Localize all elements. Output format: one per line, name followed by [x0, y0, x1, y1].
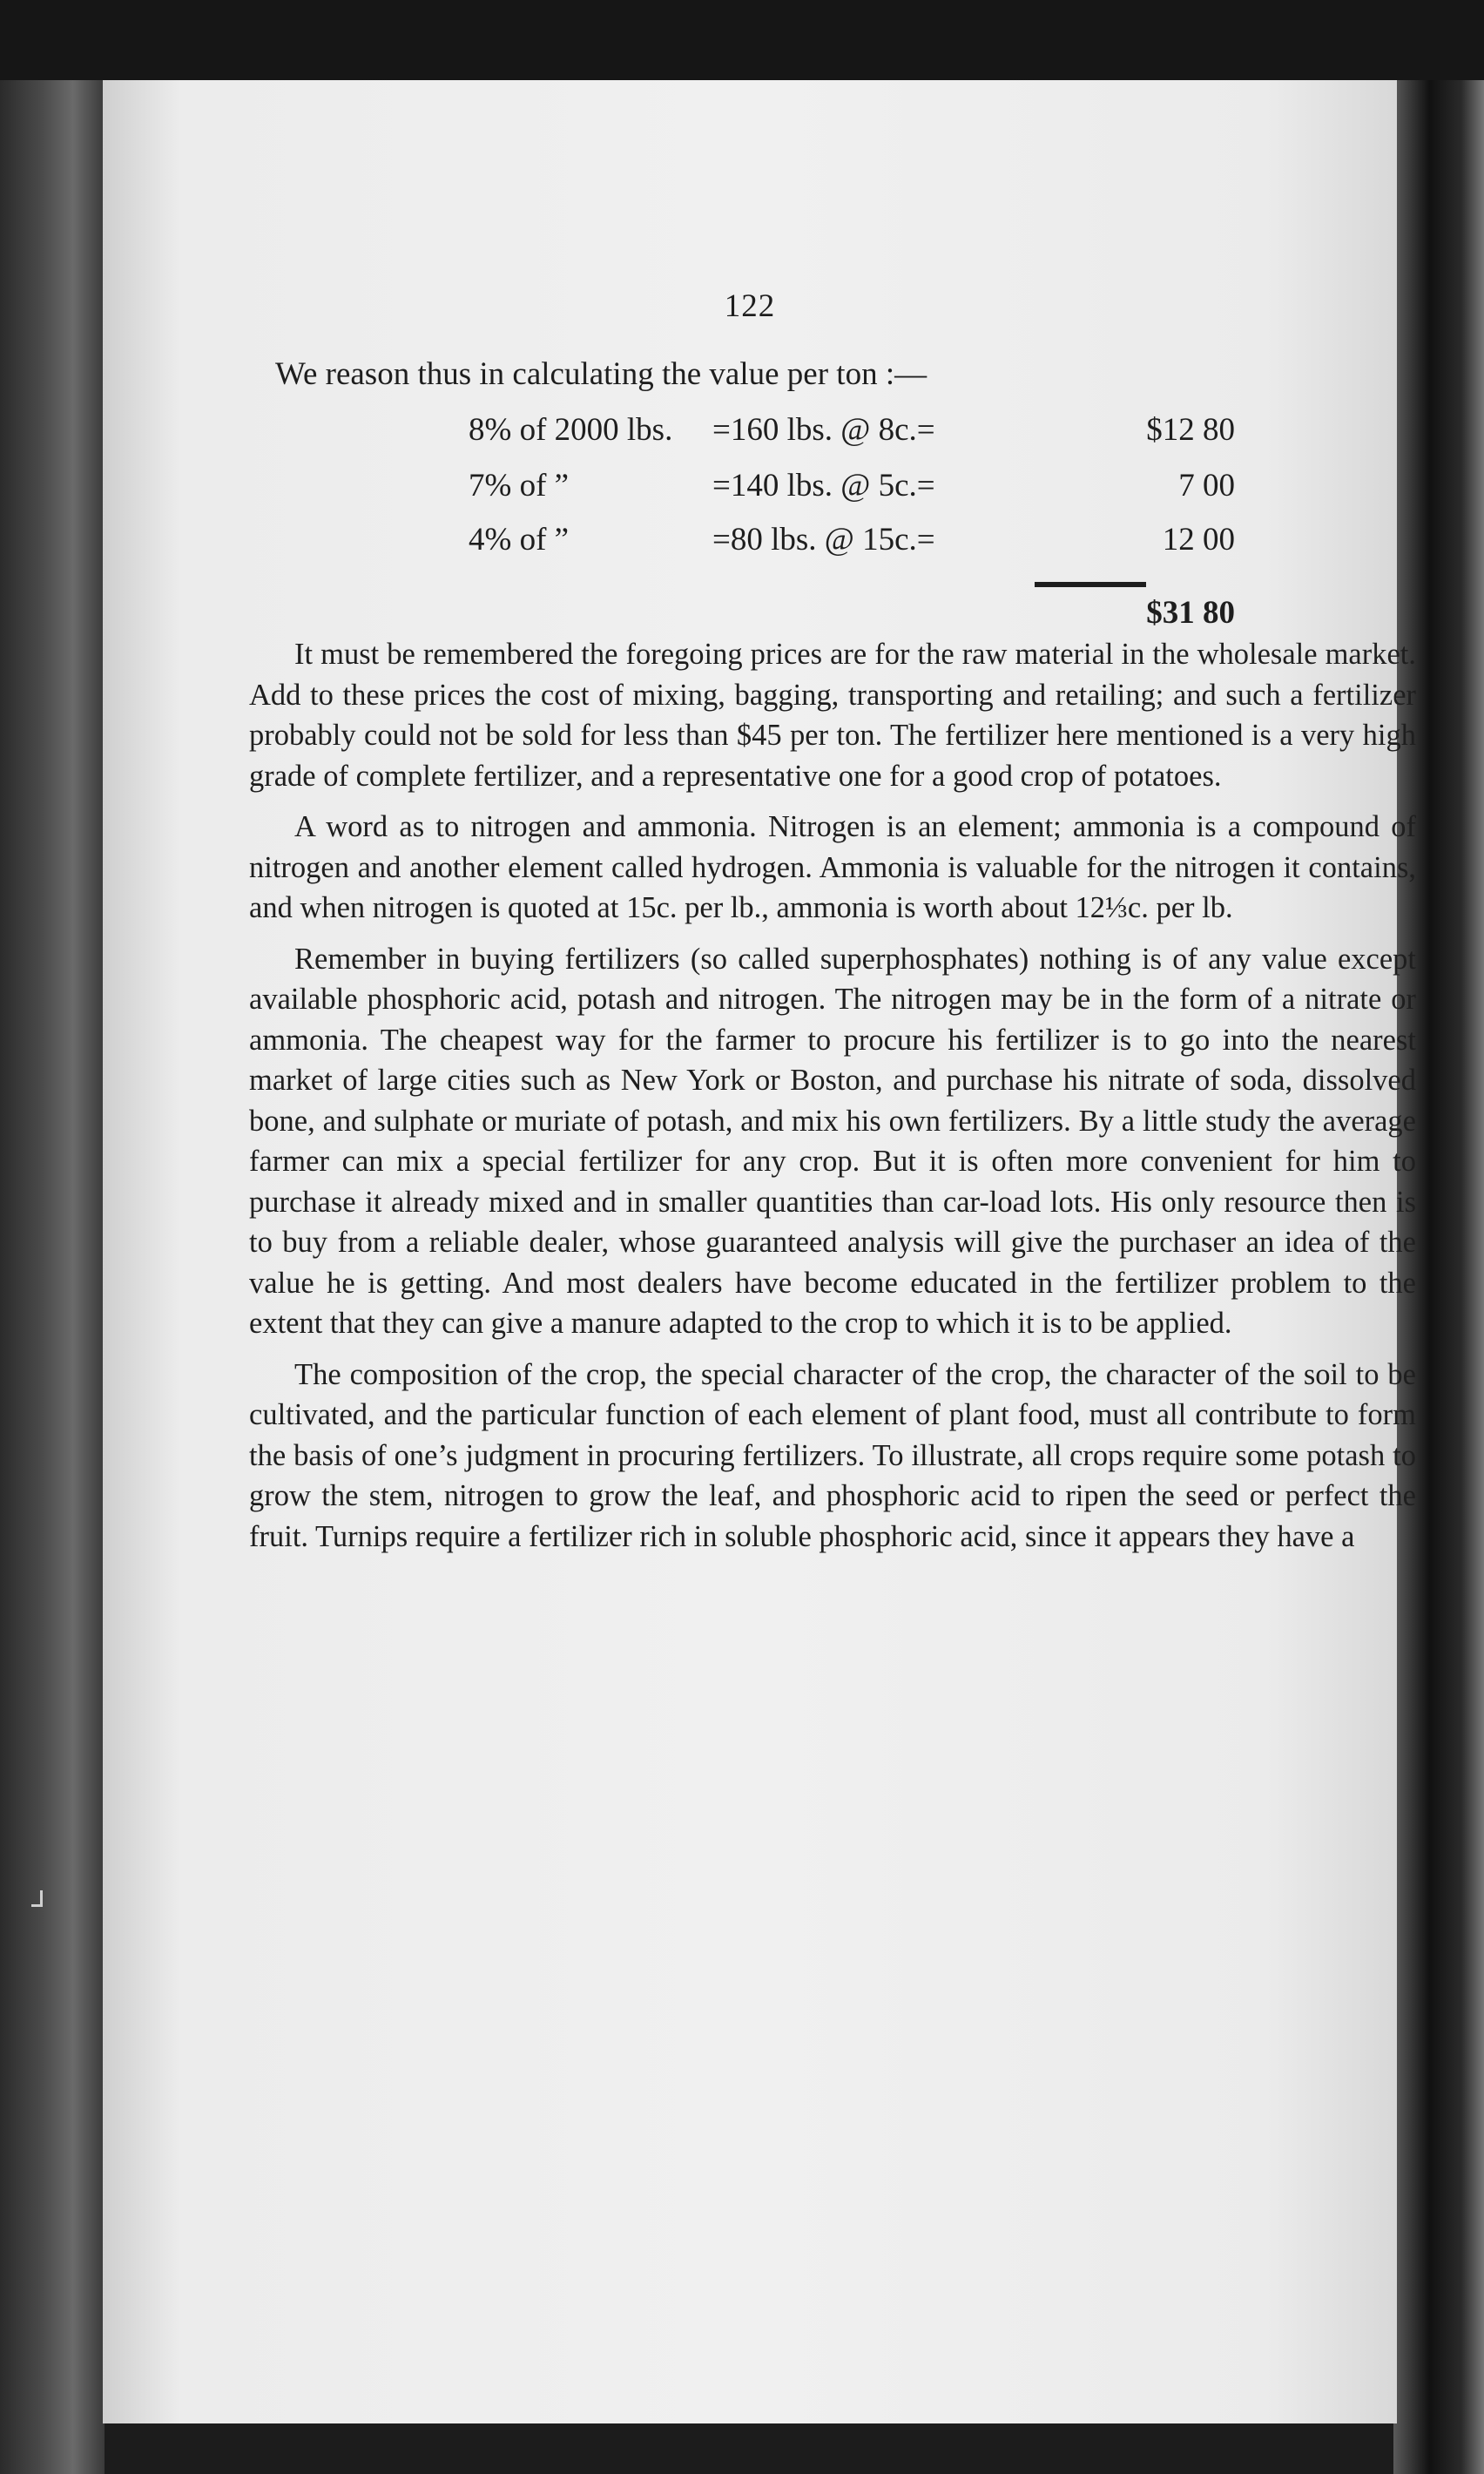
sum-rule — [1035, 582, 1146, 587]
calc-percent: 8% of 2000 lbs. — [469, 412, 673, 448]
paragraph: The composition of the crop, the special character of the crop, the character of the soil to be cultivated, and the particular function of each element of plant food, must all contribute to form the basis of one’s judgment in procuring fertilizers. To illustrate, all crops require some potash to grow the stem, nitrogen to grow the leaf, and phosphoric acid to ripen the seed or perfect the fruit. Turnips require a fertilizer rich in soluble phosphoric acid, since it appears they have a — [249, 1357, 1416, 1553]
paragraph: Remember in buying fertilizers (so called superphosphates) nothing is of any value except available phosphoric acid, potash and nitrogen. The nitrogen may be in the form of a nitrate or ammonia. The cheapest way for the farmer to procure his fertilizer is to go into the nearest market of large cities such as New York or Boston, and purchase his nitrate of soda, dissolved bone, and sulphate or muriate of potash, and mix his own fertilizers. By a little study the average farmer can mix a special fertilizer for any crop. But it is often more convenient for him to purchase it already mixed and in smaller quantities than car-load lots. His only resource then is to buy from a reliable dealer, whose guaranteed analysis will give the purchaser an idea of the value he is getting. And most dealers have become educated in the fertilizer problem to the extent that they can give a manure adapted to the crop to which it is to be applied. — [249, 942, 1416, 1340]
book-spine-edge — [0, 80, 105, 2474]
book-page — [103, 80, 1416, 2423]
calc-percent: 7% of ” — [469, 468, 570, 504]
calculation-row — [469, 467, 1235, 509]
scan-top-border — [0, 0, 1484, 80]
paragraph: It must be remembered the foregoing prices are for the raw material in the wholesale market. Add to these prices the cost of mixing, bagging, transporting and retailing; and such a fertilizer probably could not be sold for less than $45 per ton. The fertilizer here mentioned is a very high grade of complete fertilizer, and a representative one for a good crop of potatoes. — [249, 638, 1416, 793]
calculation-intro: We reason thus in calculating the value per ton :— — [275, 356, 928, 392]
body-text — [249, 634, 1416, 1567]
scan-mark — [31, 1890, 43, 1907]
page-number: 122 — [724, 288, 776, 324]
calc-amount: 12 00 — [1162, 522, 1235, 558]
calc-formula: =160 lbs. @ 8c.= — [712, 412, 935, 448]
calc-formula: =80 lbs. @ 15c.= — [712, 522, 935, 558]
calculation-total: $31 80 — [1146, 595, 1235, 631]
calc-percent: 4% of ” — [469, 522, 570, 558]
calc-amount: 7 00 — [1178, 468, 1235, 504]
paragraph: A word as to nitrogen and ammonia. Nitrogen is an element; ammonia is a compound of nitrogen and another element called hydrogen. Ammonia is valuable for the nitrogen it contains, and when nitrogen is quoted at 15c. per lb., ammonia is worth about 12⅓c. per lb. — [249, 810, 1416, 924]
calculation-row — [469, 411, 1235, 453]
calculation-row — [469, 521, 1235, 563]
calc-formula: =140 lbs. @ 5c.= — [712, 468, 935, 504]
calc-amount: $12 80 — [1146, 412, 1235, 448]
